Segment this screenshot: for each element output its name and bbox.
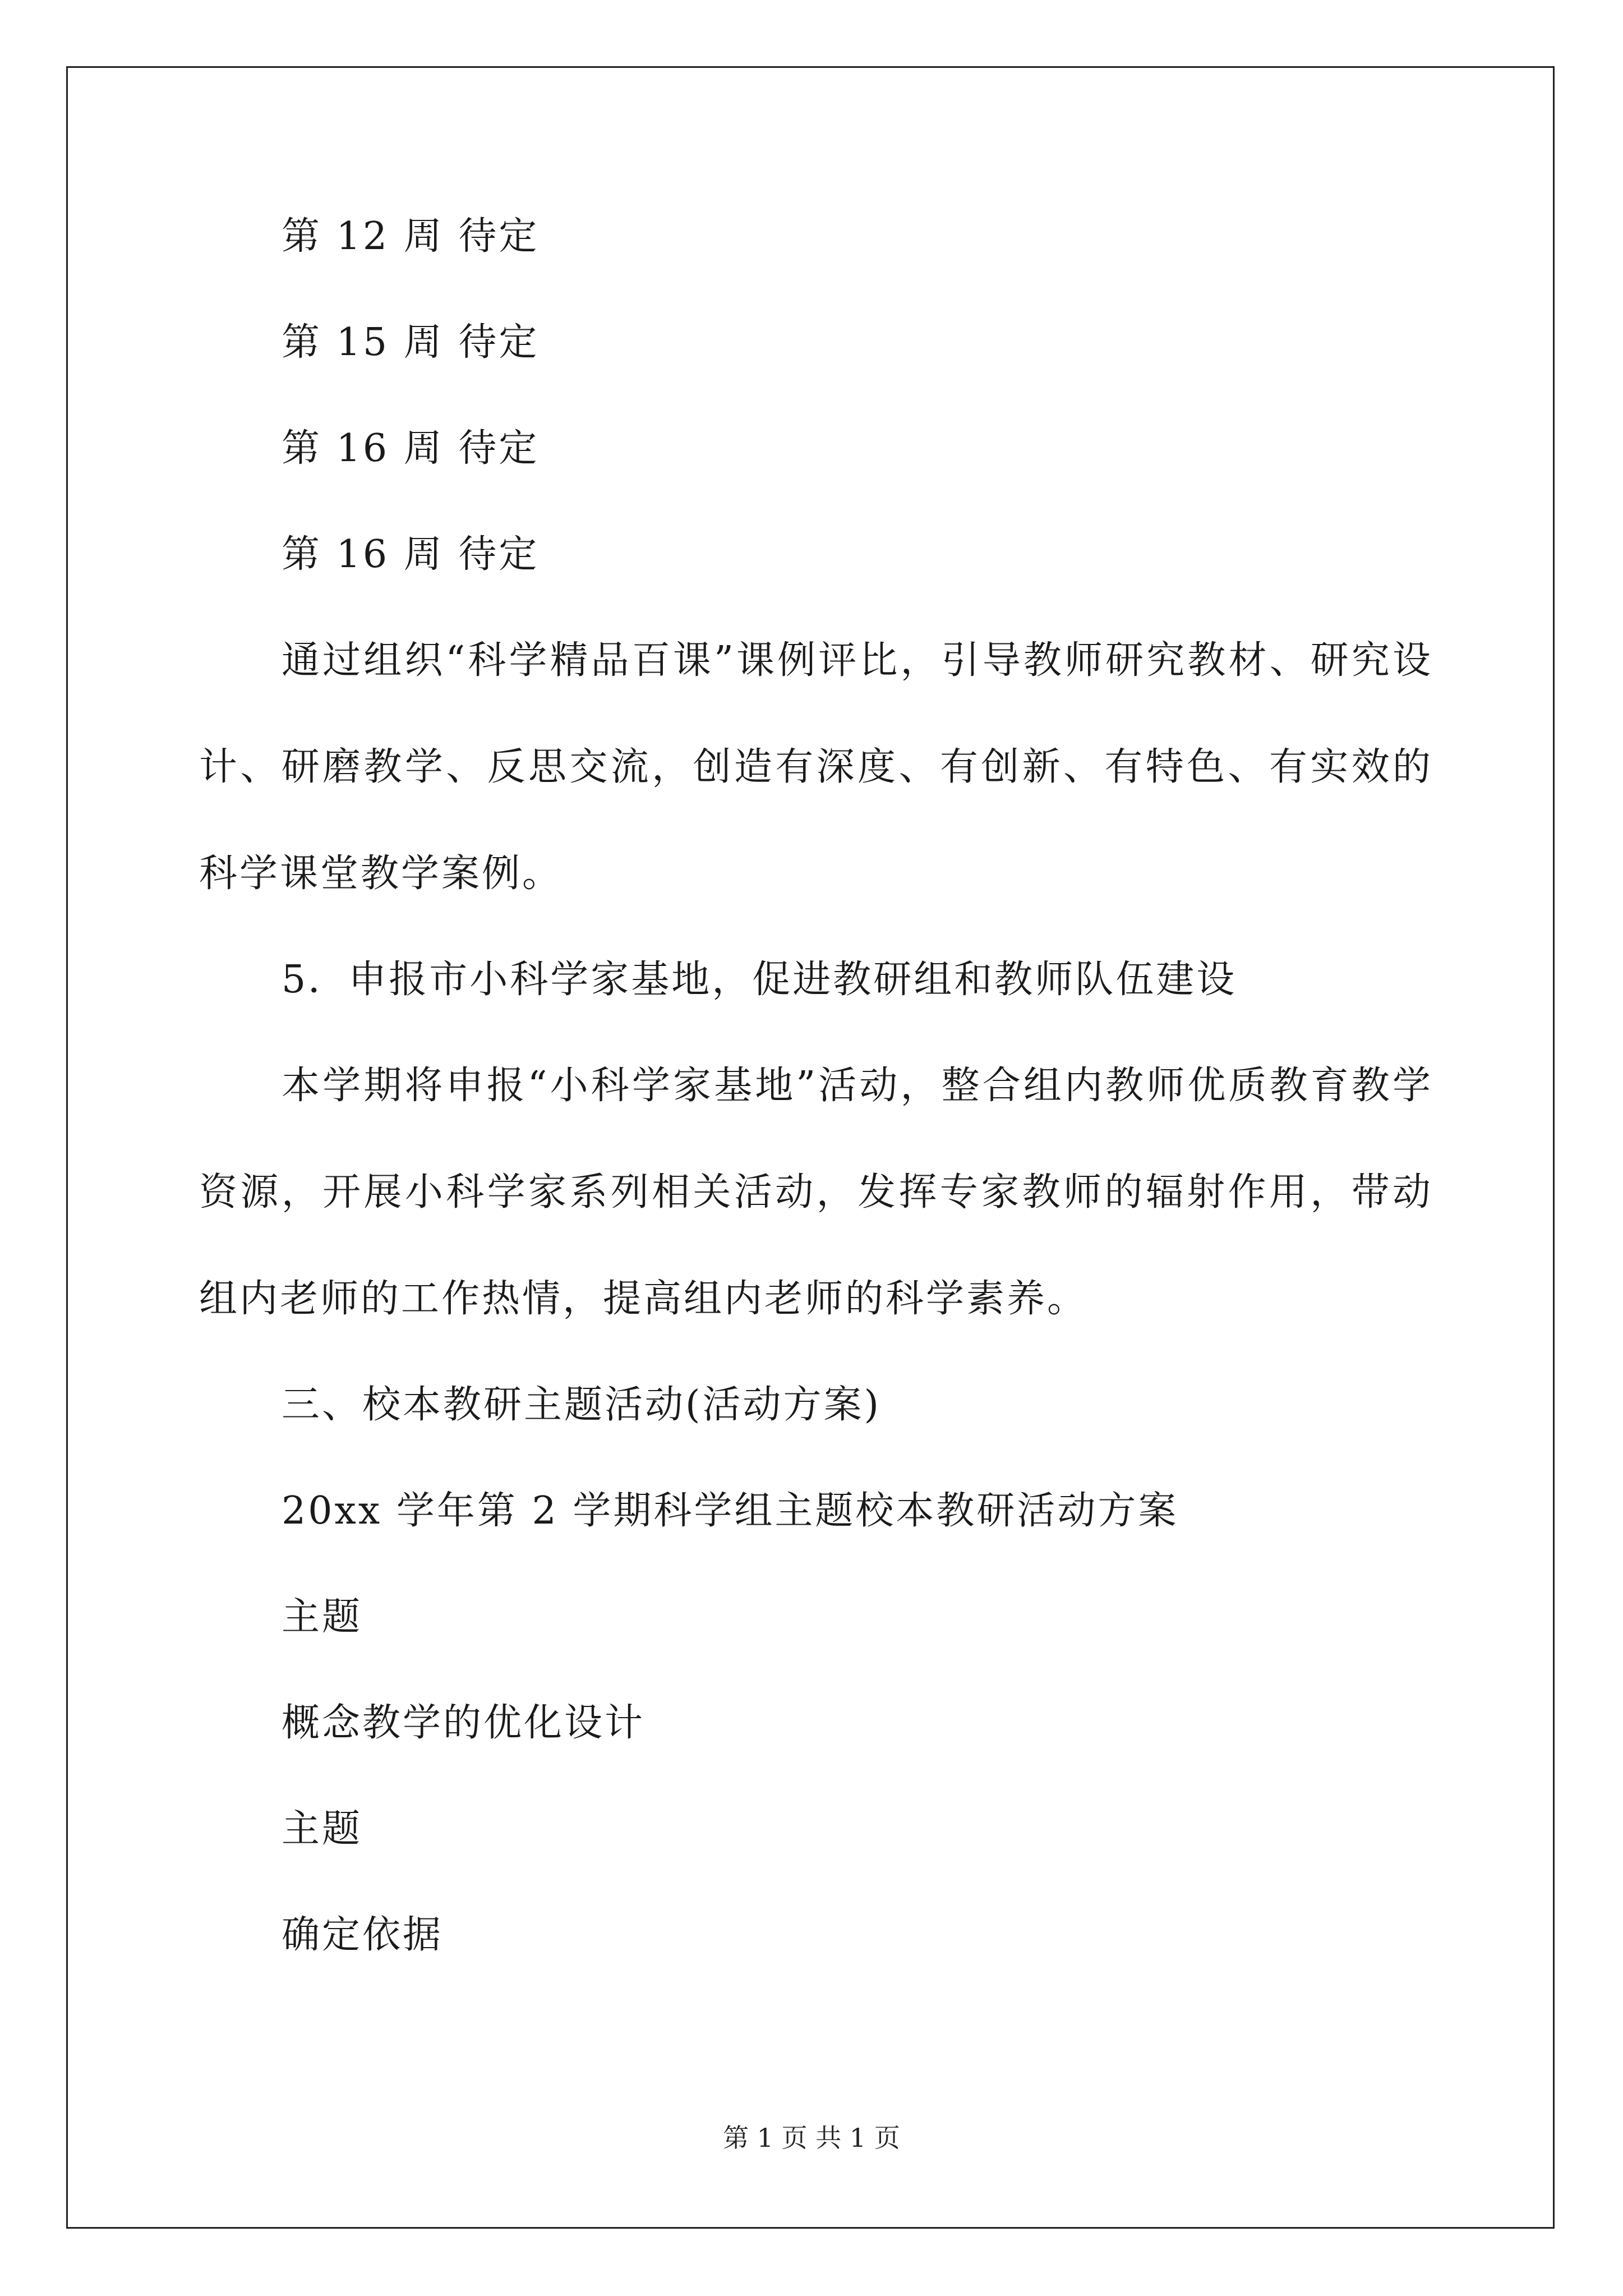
plan-title: 20xx 学年第 2 学期科学组主题校本教研活动方案 — [282, 1489, 1179, 1533]
body-paragraph: 本学期将申报“小科学家基地”活动，整合组内教师优质教育教学资源，开展小科学家系列相关活动，发挥专家教师的辐射作用，带动组内老师的工作热情，提高组内老师的科学素养。 — [199, 1064, 1433, 1321]
page-footer: 第 1 页 共 1 页 — [723, 2123, 900, 2153]
document-body — [199, 210, 1433, 2015]
schedule-line: 第 15 周 待定 — [282, 320, 540, 365]
section-heading: 三、校本教研主题活动(活动方案) — [282, 1383, 882, 1427]
section-heading: 5．申报市小科学家基地，促进教研组和教师队伍建设 — [282, 958, 1237, 1002]
field-label: 主题 — [282, 1595, 363, 1639]
body-paragraph: 通过组织“科学精品百课”课例评比，引导教师研究教材、研究设计、研磨教学、反思交流，创造有深度、有创新、有特色、有实效的科学课堂教学案例。 — [199, 638, 1433, 896]
schedule-line: 第 12 周 待定 — [282, 214, 540, 259]
schedule-line: 第 16 周 待定 — [282, 532, 540, 577]
field-label: 主题 — [282, 1807, 363, 1851]
field-value: 确定依据 — [282, 1913, 444, 1957]
schedule-line: 第 16 周 待定 — [282, 426, 540, 471]
field-value: 概念教学的优化设计 — [282, 1701, 645, 1745]
